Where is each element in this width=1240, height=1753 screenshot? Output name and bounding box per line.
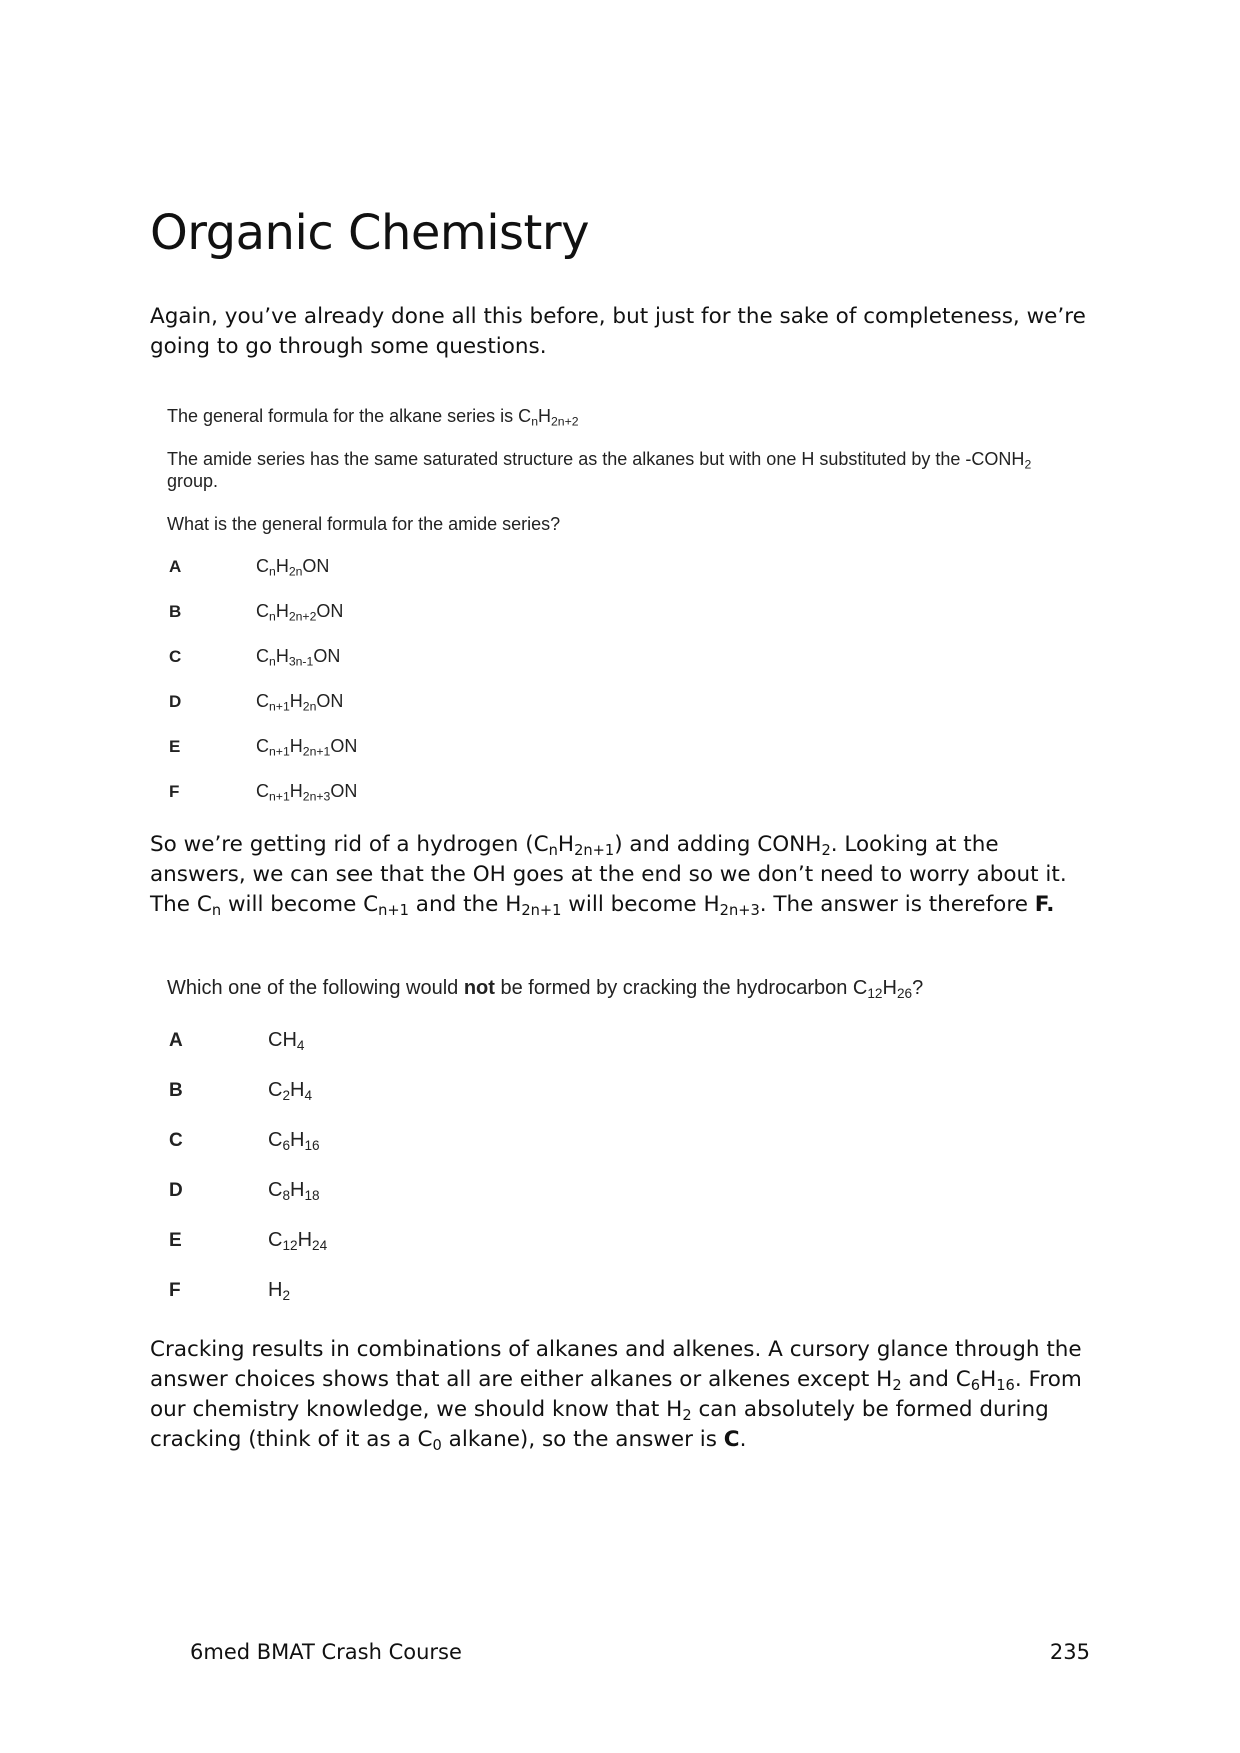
option-letter: E: [169, 737, 181, 756]
option-letter: B: [169, 602, 182, 621]
option-e: [167, 735, 1047, 780]
option-c: [167, 645, 1047, 690]
option-b: [167, 1077, 1087, 1127]
option-formula: $H_2$: [268, 1279, 291, 1303]
question-2-stem: Which one of the following would not be formed by cracking the hydrocarbon $C_{12}H_{26}$?: [167, 977, 924, 1001]
option-letter: A: [169, 557, 182, 576]
option-f: [167, 780, 1047, 825]
option-letter: D: [169, 692, 182, 711]
option-d: [167, 690, 1047, 735]
question-2-options: [167, 1027, 1087, 1327]
option-formula: $C_8H_{18}$: [268, 1179, 320, 1203]
question-2: [167, 975, 1087, 1327]
option-formula: $C_{12}H_{24}$: [268, 1229, 328, 1253]
intro-paragraph: Again, you’ve already done all this before, but just for the sake of completeness, we’re going to go through some questions.: [150, 304, 1086, 359]
option-formula: $C_2H_4$: [268, 1079, 313, 1103]
option-f: [167, 1277, 1087, 1327]
option-letter: C: [169, 647, 182, 666]
question-1-prompt: What is the general formula for the amide series?: [167, 514, 561, 534]
option-formula: $C_{n+1}H_{2n+3}ON$: [256, 781, 358, 804]
option-formula: $C_{n+1}H_{2n+1}ON$: [256, 736, 358, 759]
option-a: [167, 1027, 1087, 1077]
option-formula: $C_6H_{16}$: [268, 1129, 320, 1153]
option-letter: A: [169, 1030, 183, 1051]
option-c: [167, 1127, 1087, 1177]
page-title: Organic Chemistry: [150, 205, 589, 261]
option-letter: E: [169, 1230, 182, 1251]
option-letter: B: [169, 1080, 183, 1101]
option-e: [167, 1227, 1087, 1277]
footer-page-number: 235: [1049, 1640, 1090, 1664]
option-d: [167, 1177, 1087, 1227]
question-1-amide-description: The amide series has the same saturated structure as the alkanes but with one H substituted by the $-CONH_2$ group.: [167, 449, 1032, 491]
option-letter: D: [169, 1180, 183, 1201]
option-formula: $CH_4$: [268, 1029, 305, 1053]
option-formula: $C_nH_{2n}ON$: [256, 556, 330, 579]
option-letter: F: [169, 1280, 181, 1301]
option-formula: $C_{n+1}H_{2n}ON$: [256, 691, 344, 714]
option-b: [167, 600, 1047, 645]
option-a: [167, 555, 1047, 600]
question-1-options: [167, 555, 1047, 825]
question-1: [167, 405, 1047, 825]
option-formula: $C_nH_{3n-1}ON$: [256, 646, 341, 669]
question-1-alkane-formula: The general formula for the alkane series is $C_nH_{2n+2}$: [167, 406, 579, 429]
footer-course-name: 6med BMAT Crash Course: [190, 1640, 462, 1664]
explanation-1: So we’re getting rid of a hydrogen $(C_nH_{2n+1})$ and adding $CONH_2$. Looking at the answers, we can see that the OH goes at the end so we don’t need to worry about it. The $C_n$ will become $C_{n+1}$ and the $H_{2n+1}$ will become $H_{2n+3}$. The answer is therefore F.: [150, 832, 1067, 920]
option-letter: F: [169, 782, 180, 801]
explanation-2: Cracking results in combinations of alkanes and alkenes. A cursory glance through the answer choices shows that all are either alkanes or alkenes except $H_2$ and $C_6H_{16}$. From our chemistry knowledge, we should know that $H_2$ can absolutely be formed during cracking (think of it as a $C_0$ alkane), so the answer is C.: [150, 1337, 1082, 1455]
option-formula: $C_nH_{2n+2}ON$: [256, 601, 344, 624]
option-letter: C: [169, 1130, 183, 1151]
